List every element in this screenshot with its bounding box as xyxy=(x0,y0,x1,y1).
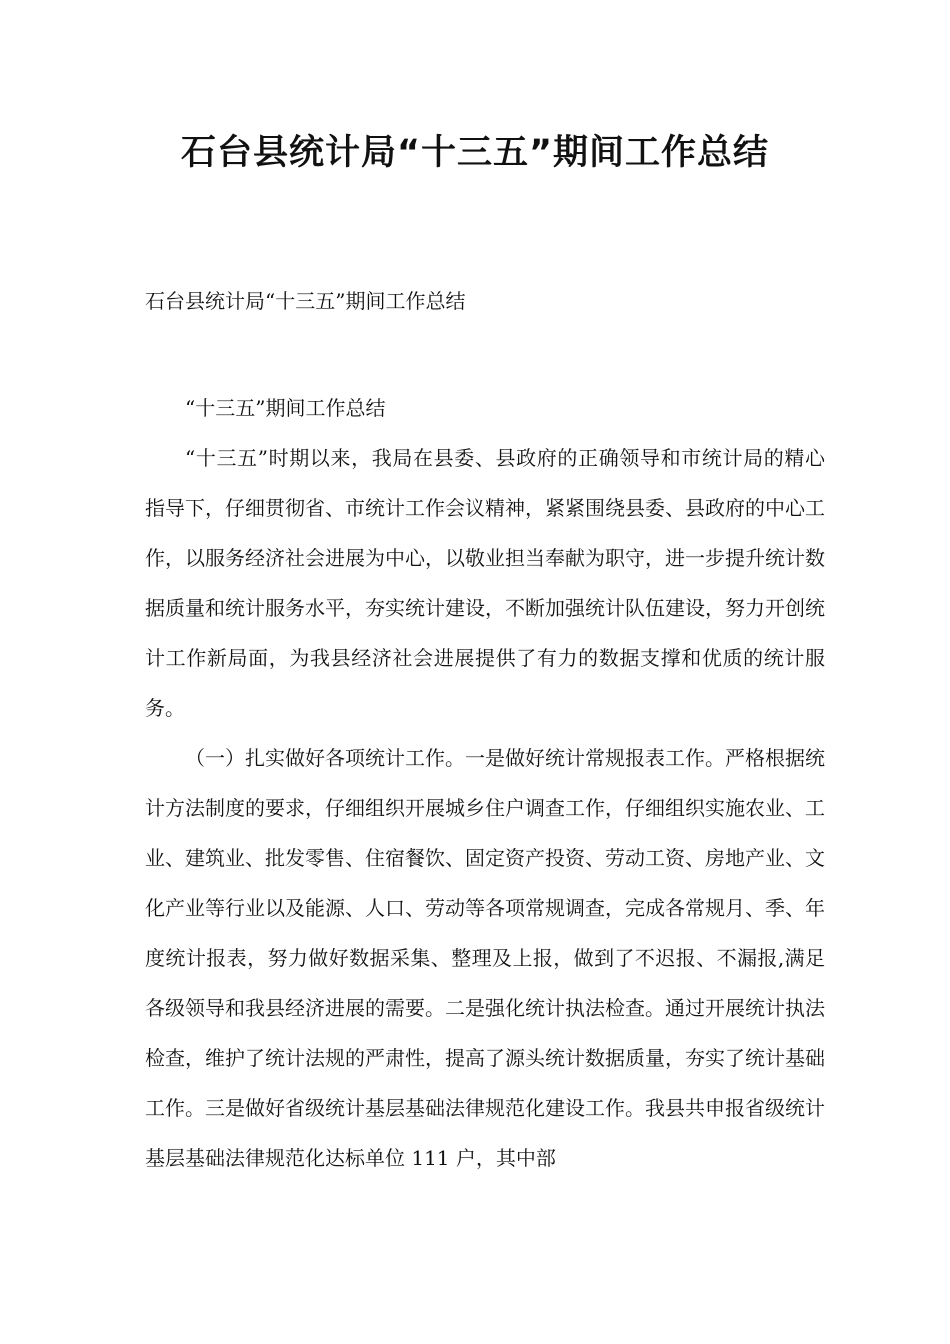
document-subtitle: 石台县统计局“十三五”期间工作总结 xyxy=(145,289,466,313)
section-heading: “十三五”期间工作总结 xyxy=(185,396,386,420)
paragraph-section-1: （一）扎实做好各项统计工作。一是做好统计常规报表工作。严格根据统计方法制度的要求，仔细组织开展城乡住户调查工作，仔细组织实施农业、工业、建筑业、批发零售、住宿餐饮、固定资产投资、劳动工资、房地产业、文化产业等行业以及能源、人口、劳动等各项常规调查，完成各常规月、季、年度统计报表，努力做好数据采集、整理及上报，做到了不迟报、不漏报,满足各级领导和我县经济进展的需要。二是强化统计执法检查。通过开展统计执法检查，维护了统计法规的严肃性，提高了源头统计数据质量，夯实了统计基础工作。三是做好省级统计基层基础法律规范化建设工作。我县共申报省级统计基层基础法律规范化达标单位 111 户，其中部 xyxy=(145,746,825,1170)
paragraph-intro: “十三五”时期以来，我局在县委、县政府的正确领导和市统计局的精心指导下，仔细贯彻省、市统计工作会议精神，紧紧围绕县委、县政府的中心工作，以服务经济社会进展为中心，以敬业担当奉献为职守，进一步提升统计数据质量和统计服务水平，夯实统计建设，不断加强统计队伍建设，努力开创统计工作新局面，为我县经济社会进展提供了有力的数据支撑和优质的统计服务。 xyxy=(145,446,825,720)
document-title: 石台县统计局“十三五”期间工作总结 xyxy=(180,133,769,173)
document-body xyxy=(145,383,825,1183)
